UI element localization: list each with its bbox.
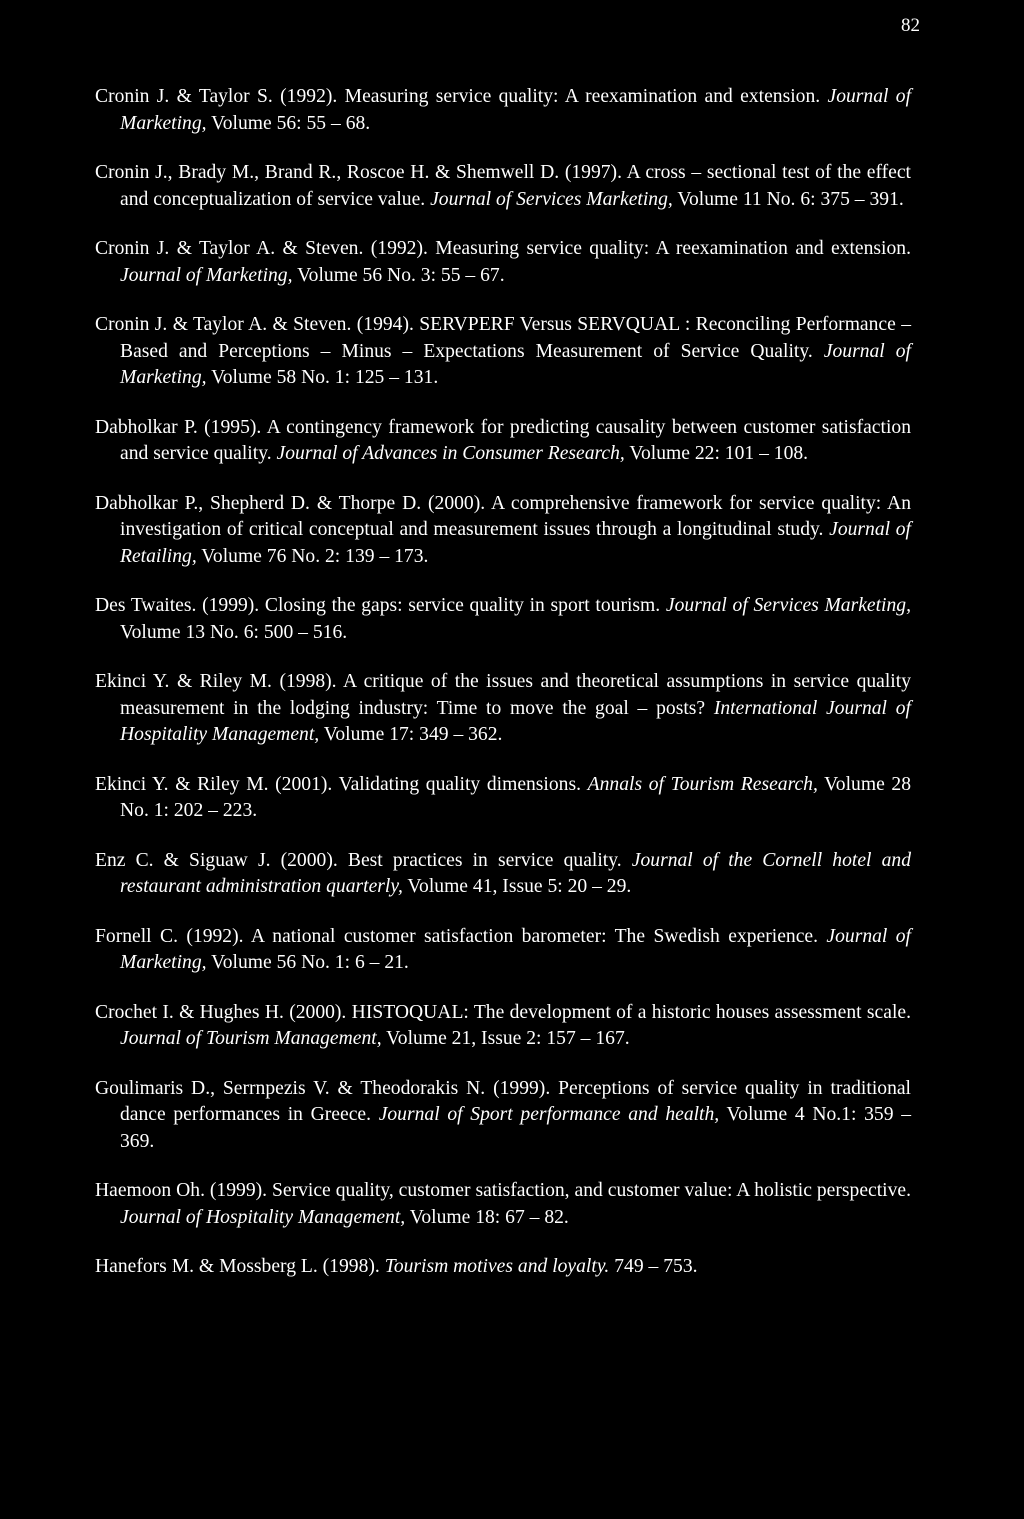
reference-journal: Annals of Tourism Research, xyxy=(587,773,818,795)
reference-title: Closing the gaps: service quality in sport tourism. xyxy=(264,595,661,616)
reference-authors: Des Twaites. (1999). xyxy=(95,595,260,616)
reference-details: Volume 13 No. 6: 500 – 516. xyxy=(120,621,348,643)
reference-details: 749 – 753. xyxy=(614,1256,698,1277)
reference-details: Volume 11 No. 6: 375 – 391. xyxy=(677,188,904,210)
reference-journal: Journal of Marketing, xyxy=(120,264,293,286)
reference-details: Volume 58 No. 1: 125 – 131. xyxy=(211,367,439,388)
reference-title: Service quality, customer satisfaction, and customer value: A holistic perspective. xyxy=(272,1180,912,1201)
reference-journal: Journal of Marketing, xyxy=(120,86,912,134)
reference-entry xyxy=(95,593,911,646)
reference-details: Volume 56 No. 3: 55 – 67. xyxy=(297,264,505,286)
reference-details: Volume 18: 67 – 82. xyxy=(409,1206,569,1228)
reference-title: Measuring service quality: A reexamination and extension. xyxy=(344,86,821,107)
reference-details: Volume 28 No. 1: 202 – 223. xyxy=(120,773,912,821)
reference-entry xyxy=(95,1000,911,1053)
reference-journal: Journal of Tourism Management, xyxy=(120,1028,382,1049)
reference-details: Volume 56 No. 1: 6 – 21. xyxy=(211,952,409,973)
reference-authors: Cronin J., Brady M., Brand R., Roscoe H. & Shemwell D. (1997). xyxy=(95,162,622,183)
reference-details: Volume 4 No.1: 359 – 369. xyxy=(120,1104,911,1152)
reference-details: Volume 41, Issue 5: 20 – 29. xyxy=(407,876,632,897)
reference-journal: Journal of Marketing, xyxy=(120,925,911,973)
reference-entry xyxy=(95,848,911,901)
reference-title: Best practices in service quality. xyxy=(347,849,622,871)
reference-journal: Journal of Sport performance and health, xyxy=(378,1104,720,1125)
reference-title: A cross – sectional test of the effect and conceptualization of service value. xyxy=(120,162,911,210)
page-number: 82 xyxy=(901,15,920,36)
reference-entry xyxy=(95,491,911,571)
reference-details: Volume 76 No. 2: 139 – 173. xyxy=(201,545,429,567)
reference-entry xyxy=(95,772,911,825)
reference-authors: Cronin J. & Taylor A. & Steven. (1994). xyxy=(95,314,414,335)
reference-details: Volume 56: 55 – 68. xyxy=(211,112,371,134)
reference-journal: International Journal of Hospitality Management, xyxy=(120,697,911,745)
reference-details: Volume 22: 101 – 108. xyxy=(629,443,809,464)
reference-entry xyxy=(95,415,911,468)
reference-entry xyxy=(95,669,911,749)
reference-title: Measuring service quality: A reexamination and extension. xyxy=(435,238,911,259)
reference-authors: Enz C. & Siguaw J. (2000). xyxy=(95,849,338,871)
reference-title: SERVPERF Versus SERVQUAL : Reconciling Performance – Based and Perceptions – Minus – Expectations Measurement of Service Quality. xyxy=(120,314,911,362)
reference-entry xyxy=(95,1254,911,1281)
reference-details: Volume 21, Issue 2: 157 – 167. xyxy=(386,1028,630,1049)
reference-journal: Journal of Services Marketing, xyxy=(430,188,673,210)
reference-journal: Journal of the Cornell hotel and restaurant administration quarterly, xyxy=(120,849,911,897)
reference-title: Validating quality dimensions. xyxy=(338,773,581,795)
reference-authors: Cronin J. & Taylor S. (1992). xyxy=(95,86,338,107)
reference-title: A national customer satisfaction barometer: The Swedish experience. xyxy=(250,925,818,947)
reference-entry xyxy=(95,312,911,392)
reference-authors: Fornell C. (1992). xyxy=(95,925,244,947)
reference-entry xyxy=(95,160,911,213)
reference-entry xyxy=(95,84,911,137)
reference-details: Volume 17: 349 – 362. xyxy=(323,724,503,745)
reference-title: Perceptions of service quality in traditional dance performances in Greece. xyxy=(120,1077,912,1125)
reference-authors: Cronin J. & Taylor A. & Steven. (1992). xyxy=(95,238,428,259)
reference-authors: Dabholkar P. (1995). xyxy=(95,416,262,438)
reference-entry xyxy=(95,236,911,289)
reference-entry xyxy=(95,1076,911,1156)
reference-list xyxy=(95,84,911,1304)
reference-journal: Tourism motives and loyalty. xyxy=(384,1256,610,1277)
reference-authors: Ekinci Y. & Riley M. (1998). xyxy=(95,671,337,692)
reference-authors: Goulimaris D., Serrnpezis V. & Theodorakis N. (1999). xyxy=(95,1077,551,1099)
reference-title: A comprehensive framework for service quality: An investigation of critical conceptual and measurement issues through a longitudinal study. xyxy=(120,492,911,540)
reference-authors: Dabholkar P., Shepherd D. & Thorpe D. (2000). xyxy=(95,492,486,514)
reference-title: HISTOQUAL: The development of a historic houses assessment scale. xyxy=(351,1001,911,1023)
reference-entry xyxy=(95,924,911,977)
reference-journal: Journal of Retailing, xyxy=(120,519,911,567)
reference-title: A contingency framework for predicting causality between customer satisfaction and service quality. xyxy=(120,416,911,464)
reference-journal: Journal of Advances in Consumer Research, xyxy=(276,443,625,464)
reference-authors: Crochet I. & Hughes H. (2000). xyxy=(95,1001,347,1023)
reference-journal: Journal of Hospitality Management, xyxy=(120,1206,406,1228)
reference-title: A critique of the issues and theoretical assumptions in service quality measurement in the lodging industry: Time to move the goal – posts? xyxy=(120,671,911,719)
reference-authors: Ekinci Y. & Riley M. (2001). xyxy=(95,773,333,795)
reference-entry xyxy=(95,1178,911,1231)
reference-authors: Haemoon Oh. (1999). xyxy=(95,1180,268,1201)
reference-journal: Journal of Services Marketing, xyxy=(665,595,911,616)
reference-journal: Journal of Marketing, xyxy=(120,340,911,388)
reference-authors: Hanefors M. & Mossberg L. (1998). xyxy=(95,1256,380,1277)
